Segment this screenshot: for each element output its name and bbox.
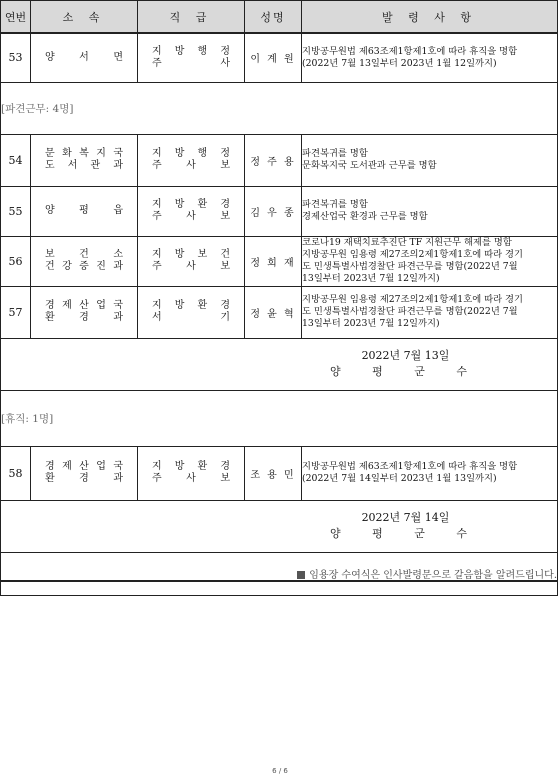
row-number: 55	[1, 186, 31, 236]
issue-date-block	[330, 510, 481, 542]
order-detail-cell	[302, 236, 558, 286]
cell-line: 환 경 과	[45, 312, 123, 323]
order-detail-cell	[302, 186, 558, 236]
order-detail-cell	[302, 446, 558, 500]
issuer: 양 평 군 수	[330, 365, 481, 378]
row-number: 58	[1, 446, 31, 500]
col-no-header: 연번	[1, 1, 31, 34]
grade-cell	[138, 236, 245, 286]
dept-cell	[31, 134, 138, 186]
cell-line: 환 경 과	[45, 473, 123, 484]
dept-cell	[31, 286, 138, 338]
header-row	[1, 1, 558, 34]
cell-line: 건 강 증 진 과	[45, 261, 123, 272]
dept-cell	[31, 33, 138, 82]
cell-line: 경 제 산 업 국	[45, 300, 123, 311]
grade-cell	[138, 286, 245, 338]
cell-line: 서 기	[152, 312, 230, 323]
square-bullet-icon	[297, 571, 305, 579]
cell-line: 지방공무원법 제63조제1항제1호에 따라 휴직을 명함	[302, 45, 518, 57]
cell-line: 주 사 보	[152, 473, 230, 484]
grade-cell	[138, 186, 245, 236]
cell-line: 13일부터 2023년 7월 12일까지)	[302, 318, 440, 329]
page-number: 6 / 6	[272, 767, 288, 775]
cell-line: 코로나19 재택치료추진단 TF 지원근무 해제를 명함	[302, 237, 512, 248]
row-number: 57	[1, 286, 31, 338]
grade-cell	[138, 33, 245, 82]
cell-line: 지 방 환 경	[152, 199, 230, 210]
cell-line: 지 방 환 경	[152, 461, 230, 472]
order-detail-cell	[302, 286, 558, 338]
grade-cell	[138, 446, 245, 500]
order-detail-cell	[302, 134, 558, 186]
table-row	[1, 236, 558, 286]
cell-line: 문화복지국 도서관과 근무를 명함	[302, 160, 437, 171]
issue-date-block	[330, 348, 481, 380]
dept-cell	[31, 236, 138, 286]
table-row	[1, 446, 558, 500]
cell-line: 파견복귀를 명함	[302, 199, 368, 210]
issue-date: 2022년 7월 14일	[361, 511, 450, 524]
order-detail-cell	[302, 33, 558, 82]
row-number: 56	[1, 236, 31, 286]
table-row	[1, 186, 558, 236]
cell-line: 보 건 소	[45, 249, 123, 260]
cell-line: 파견복귀를 명함	[302, 148, 368, 159]
cell-line: 13일부터 2023년 7월 12일까지)	[302, 273, 440, 284]
table-row	[1, 33, 558, 82]
dept-cell	[31, 446, 138, 500]
cell-line: 지 방 행 정	[152, 148, 230, 159]
cell-line: 지방공무원법 제63조제1항제1호에 따라 휴직을 명함	[302, 461, 518, 472]
col-dept-header: 소 속	[31, 1, 138, 34]
cell-line: 지방공무원 임용령 제27조의2제1항제1호에 따라 경기	[302, 249, 524, 260]
cell-line: 경 제 산 업 국	[45, 461, 123, 472]
person-name: 정 윤 혁	[245, 286, 302, 338]
notice-row	[1, 552, 558, 595]
table-row	[1, 134, 558, 186]
person-name: 이 계 원	[245, 33, 302, 82]
col-name-header: 성명	[245, 1, 302, 34]
cell-line: 주 사 보	[152, 211, 230, 222]
cell-line: 지 방 행 정	[152, 45, 230, 57]
cell-line: 주 사 보	[152, 160, 230, 171]
col-detail-header: 발 령 사 항	[302, 1, 558, 34]
section-row	[1, 390, 558, 446]
cell-line: 도 서 관 과	[45, 160, 123, 171]
cell-line: 지 방 환 경	[152, 300, 230, 311]
section-label-dispatch: [파견근무: 4명]	[1, 82, 558, 134]
cell-line: 경제산업국 환경과 근무를 명함	[302, 211, 428, 222]
date-row	[1, 338, 558, 390]
issuer: 양 평 군 수	[330, 527, 481, 540]
cell-line: 양 서 면	[45, 51, 123, 63]
section-label-leave: [휴직: 1명]	[1, 390, 558, 446]
row-number: 53	[1, 33, 31, 82]
date-row	[1, 500, 558, 552]
cell-line: 도 민생특별사법경찰단 파견근무를 명함(2022년 7월	[302, 306, 518, 317]
table-row	[1, 286, 558, 338]
person-name: 정 주 용	[245, 134, 302, 186]
section-row	[1, 82, 558, 134]
cell-line: 지방공무원 임용령 제27조의2제1항제1호에 따라 경기	[302, 294, 524, 305]
person-name: 김 우 종	[245, 186, 302, 236]
cell-line: 문 화 복 지 국	[45, 148, 123, 159]
cell-line: 양 평 읍	[45, 205, 123, 216]
cell-line: 주 사	[152, 57, 230, 69]
person-name: 조 용 민	[245, 446, 302, 500]
grade-cell	[138, 134, 245, 186]
cell-line: (2022년 7월 14일부터 2023년 1월 13일까지)	[302, 473, 497, 484]
issue-date: 2022년 7월 13일	[361, 349, 450, 362]
cell-line: 지 방 보 건	[152, 249, 230, 260]
notice-text: 임용장 수여식은 인사발령문으로 갈음함을 알려드립니다.	[309, 570, 557, 581]
col-grade-header: 직 급	[138, 1, 245, 34]
dept-cell	[31, 186, 138, 236]
person-name: 정 희 재	[245, 236, 302, 286]
row-number: 54	[1, 134, 31, 186]
cell-line: 주 사 보	[152, 261, 230, 272]
cell-line: 도 민생특별사법경찰단 파견근무를 명함(2022년 7월	[302, 261, 518, 272]
cell-line: (2022년 7월 13일부터 2023년 1월 12일까지)	[302, 57, 497, 69]
